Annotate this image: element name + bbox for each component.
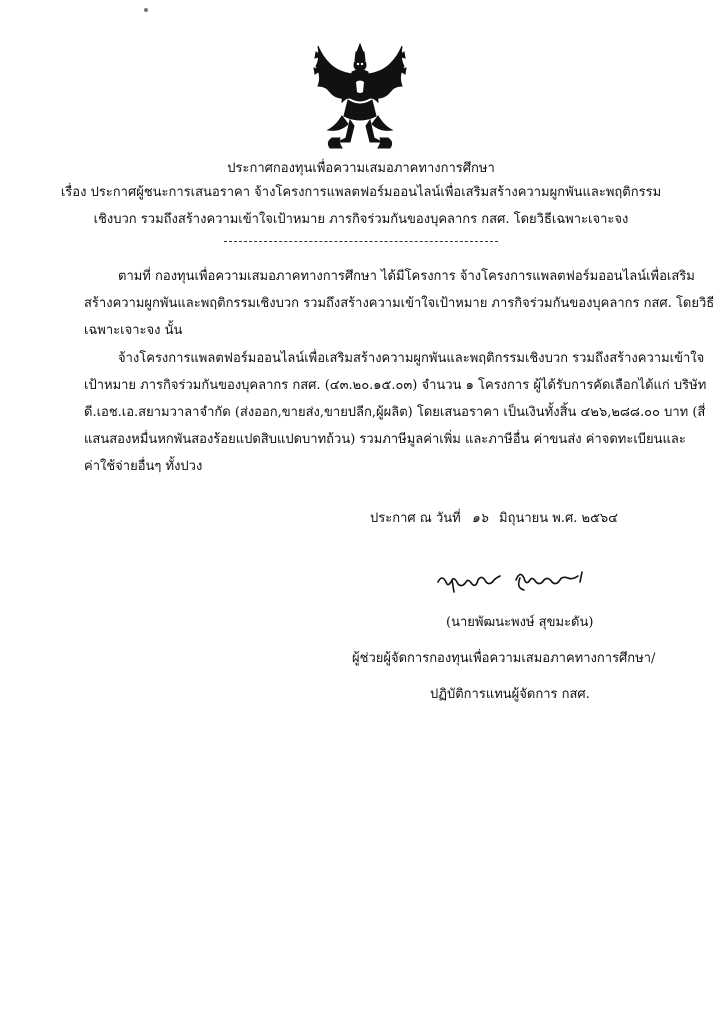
- handwritten-signature: [432, 562, 602, 608]
- announce-prefix: ประกาศ ณ วันที่: [370, 511, 461, 526]
- scan-speck: [144, 8, 148, 12]
- announce-month-year: มิถุนายน พ.ศ. ๒๕๖๔: [499, 511, 618, 526]
- garuda-emblem-icon: [312, 42, 408, 150]
- signatory-position-2: ปฏิบัติการแทนผู้จัดการ กสศ.: [430, 687, 590, 702]
- paragraph-2-line: ดี.เอช.เอ.สยามวาลาจำกัด (ส่งออก,ขายส่ง,ขายปลีก,ผู้ผลิต) โดยเสนอราคา เป็นเงินทั้งสิ้น ๔๒๖,๒๘๘.๐๐ บาท (สี่: [84, 405, 706, 420]
- dashed-divider: [224, 241, 498, 242]
- paragraph-1-line: สร้างความผูกพันและพฤติกรรมเชิงบวก รวมถึงสร้างความเข้าใจเป้าหมาย ภารกิจร่วมกันของบุคลากร กสศ. โดยวิธี: [84, 296, 715, 311]
- signatory-position-1: ผู้ช่วยผู้จัดการกองทุนเพื่อความเสมอภาคทางการศึกษา/: [352, 651, 656, 666]
- paragraph-1-line: ตามที่ กองทุนเพื่อความเสมอภาคทางการศึกษา ได้มีโครงการ จ้างโครงการแพลตฟอร์มออนไลน์เพื่อเสริม: [118, 269, 695, 284]
- paragraph-2-line: ค่าใช้จ่ายอื่นๆ ทั้งปวง: [84, 459, 203, 474]
- announce-day: ๑๖: [471, 511, 489, 526]
- paragraph-1-line: เฉพาะเจาะจง นั้น: [84, 323, 183, 338]
- announcement-title: ประกาศกองทุนเพื่อความเสมอภาคทางการศึกษา: [227, 161, 495, 176]
- signatory-name: (นายพัฒนะพงษ์ สุขมะดัน): [446, 615, 594, 630]
- subject-line-2: เชิงบวก รวมถึงสร้างความเข้าใจเป้าหมาย ภารกิจร่วมกันของบุคลากร กสศ. โดยวิธีเฉพาะเจาะจง: [93, 212, 629, 227]
- announce-date: [370, 510, 618, 528]
- paragraph-2-line: จ้างโครงการแพลตฟอร์มออนไลน์เพื่อเสริมสร้างความผูกพันและพฤติกรรมเชิงบวก รวมถึงสร้างความเข้าใจ: [118, 351, 705, 366]
- paragraph-2-line: แสนสองหมื่นหกพันสองร้อยแปดสิบแปดบาทถ้วน) รวมภาษีมูลค่าเพิ่ม และภาษีอื่น ค่าขนส่ง ค่าจดทะเบียนและ: [84, 432, 686, 447]
- subject-line-1: เรื่อง ประกาศผู้ชนะการเสนอราคา จ้างโครงการแพลตฟอร์มออนไลน์เพื่อเสริมสร้างความผูกพันและพฤติกรรม: [60, 185, 662, 200]
- paragraph-2-line: เป้าหมาย ภารกิจร่วมกันของบุคลากร กสศ. (๔๓.๒๐.๑๕.๐๓) จำนวน ๑ โครงการ ผู้ได้รับการคัดเลือกได้แก่ บริษัท: [84, 378, 707, 393]
